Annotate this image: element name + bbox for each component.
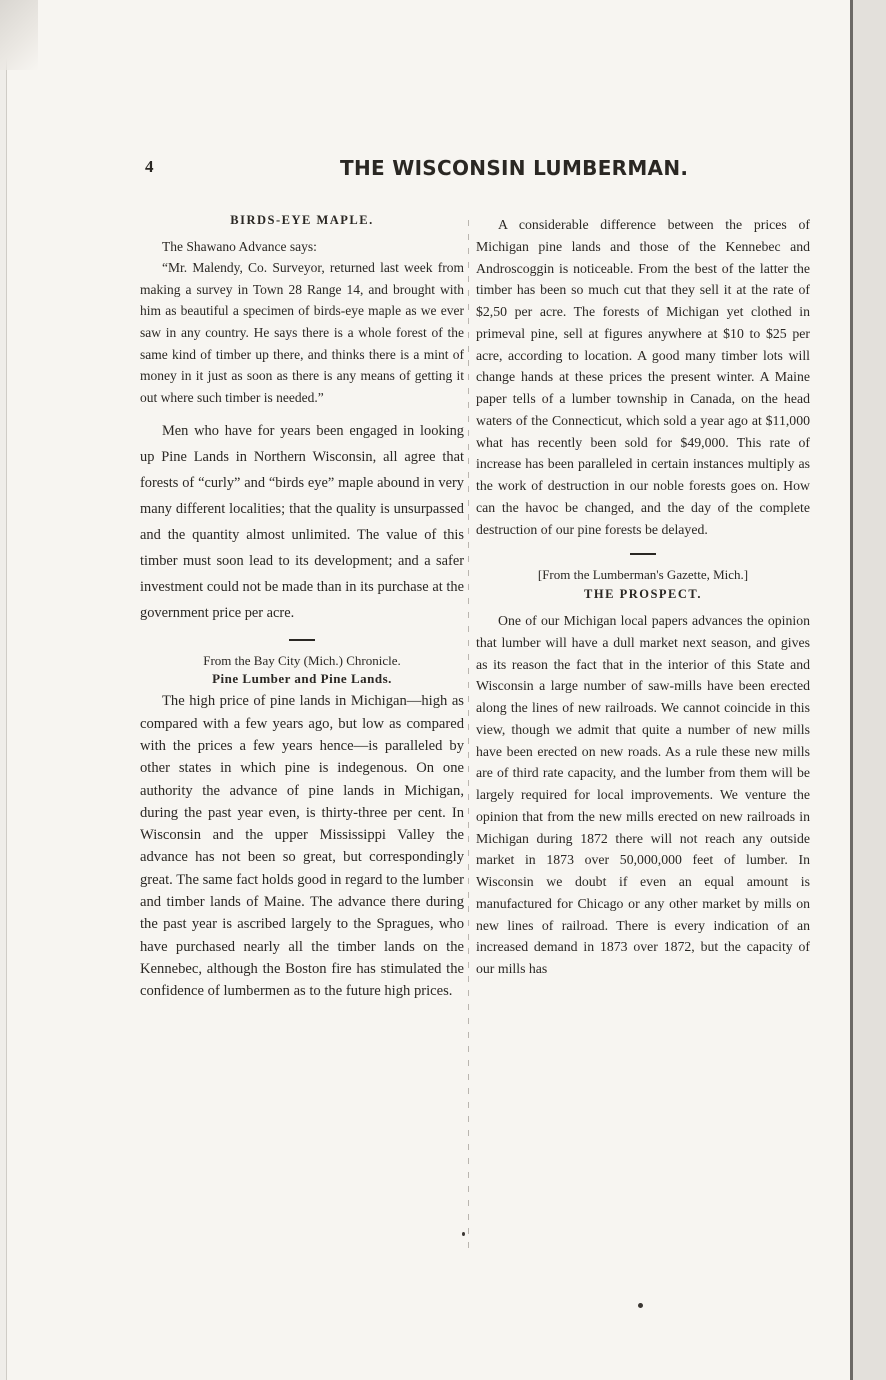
- article-paragraph: Men who have for years been engaged in looking up Pine Lands in Northern Wisconsin, all agree that forests of “curly” and “birds eye” maple abound in very many different localities; that the quality is unsurpassed and the quantity almost unlimited. The value of this timber must soon lead to its development; and a safer investment could not be made than in its purchase at the government price per acre.: [140, 423, 464, 622]
- article-paragraph: A considerable difference between the prices of Michigan pine lands and those of the Kennebec and Androscoggin is noticeable. From the best of the latter the timber has been so much cut that they sell it at the rate of $2,50 per acre. The forests of Michigan yet clothed in primeval pine, sell at figures anywhere at $10 to $25 per acre, according to location. A good many timber lots will change hands at these prices the present winter. A Maine paper tells of a lumber township in Canada, on the head waters of the Connecticut, which sold a year ago at $11,000 what has recently been sold for $49,000. This rate of increase has been paralleled in certain instances multiply as the work of destruction in our noble forests goes on. How can the havoc be changed, and the day of the complete destruction of our pine forests be delayed.: [476, 217, 810, 537]
- page-corner-fold: [0, 0, 38, 70]
- article-source: [From the Lumberman's Gazette, Mich.]: [537, 567, 749, 583]
- section-rule: [289, 639, 315, 641]
- article-headline: BIRDS-EYE MAPLE.: [230, 213, 374, 227]
- ink-speck: [638, 1303, 643, 1308]
- article-birds-eye-maple: [140, 210, 464, 408]
- section-rule: [630, 553, 656, 555]
- article-paragraph: One of our Michigan local papers advances the opinion that lumber will have a dull market next season, and gives as its reason the fact that in the interior of this State and Wisconsin a large number of saw-mills have been erected along the lines of new railroads. We cannot coincide in this view, though we admit that quite a number of new mills have been erected on new roads. As a rule these new mills are of third rate capacity, and the lumber from them will be largely required for local improvements. We venture the opinion that from the new mills erected on new railroads in Michigan during 1872 there will not reach any outside market in 1873 over 50,000,000 feet of lumber. In Wisconsin we doubt if even an equal amount is manufactured for Chicago or any other market by mills on new lines of railroad. There is every indication of an increased demand in 1873 over 1872, but the capacity of our mills has: [476, 613, 810, 976]
- article-intro: The Shawano Advance says:: [162, 238, 317, 254]
- page-number: 4: [145, 157, 154, 176]
- article-maple-lands: [140, 418, 464, 626]
- article-pine-lumber: [140, 652, 464, 1002]
- article-headline: THE PROSPECT.: [584, 587, 702, 602]
- ink-speck: [462, 1232, 465, 1236]
- right-margin: [853, 0, 886, 1380]
- running-title: THE WISCONSIN LUMBERMAN.: [340, 156, 689, 180]
- article-source: From the Bay City (Mich.) Chronicle.: [203, 653, 401, 669]
- right-column: [476, 214, 810, 980]
- article-the-prospect: [476, 566, 810, 980]
- article-headline: Pine Lumber and Pine Lands.: [212, 671, 392, 687]
- column-divider: [468, 220, 469, 1250]
- article-paragraph: “Mr. Malendy, Co. Surveyor, returned last week from making a survey in Town 28 Range 14, and brought with him as beautiful a specimen of birds-eye maple as we ever saw in any country. He says there is a whole forest of the same kind of timber up there, and thinks there is a mint of money in it just as soon as there is any means of getting it out where such timber is needed.”: [140, 260, 464, 405]
- article-continued: [476, 214, 810, 540]
- article-paragraph: The high price of pine lands in Michigan—high as compared with a few years ago, but low as compared with the prices a few years hence—is paralleled by other states in which pine is indegenous. On one authority the advance of pine lands in Michigan, during the past year even, is thirty-three per cent. In Wisconsin and the upper Mississippi Valley the advance has not been so great, but correspondingly great. The same fact holds good in regard to the lumber and timber lands of Maine. The advance there during the past year is ascribed largely to the Spragues, who have purchased nearly all the timber lands on the Kennebec, although the Boston fire has stimulated the confidence of lumbermen as to the future high prices.: [140, 693, 464, 1000]
- left-column: [140, 210, 464, 1003]
